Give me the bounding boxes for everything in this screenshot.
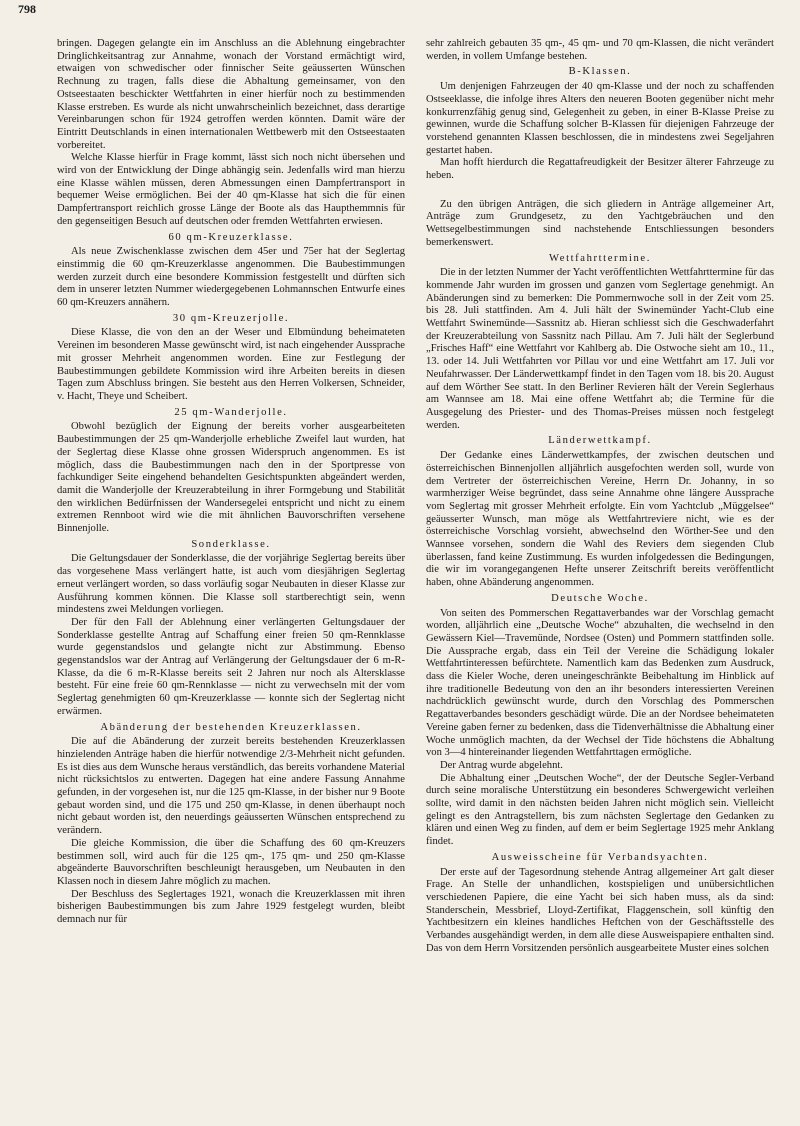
right-column — [426, 38, 774, 956]
paragraph: Die Geltungsdauer der Sonderklasse, die der vorjährige Seglertag bereits über das vorgesehene Mass verlängert hatte, ist auch vom diesjährigen Seglertag erneut verlängert worden, so dass vorläufig sogar Neubauten in dieser Klasse zur Ausführung kommen können. Die Klasse soll startberechtigt sein, wenn mindestens zwei Meldungen vorliegen. — [57, 553, 405, 616]
paragraph: Die gleiche Kommission, die über die Schaffung des 60 qm-Kreuzers bestimmen soll, wird auch für die 125 qm-, 175 qm- und 250 qm-Klasse abgeänderte Bauvorschriften beschleunigt herausgeben, um Neubauten in den Klassen noch in diesem Jahre möglich zu machen. — [57, 837, 405, 887]
section-heading: Deutsche Woche. — [551, 592, 649, 604]
paragraph: bringen. Dagegen gelangte ein im Anschluss an die Ablehnung eingebrachter Dringlichkeitsantrag zur Annahme, wonach der Vorstand ermächtigt wird, etwaigen von schwedischer oder finnischer Seite geäusserten Wünschen Rechnung zu tragen, falls diese die Abhaltung gemeinsamer, von den Ostseestaaten beschickter Wettfahrten in einer hierfür noch zu bestimmenden Klasse erstreben. Es wurde als nicht unwahrscheinlich bezeichnet, dass derartige Vereinbarungen schon für 1924 getroffen werden könnten. Damit wäre der Eintritt Deutschlands in einen internationalen Wettbewerb mit den Ostseestaaten vorbereitet. — [57, 38, 405, 151]
section-heading: Länderwettkampf. — [548, 435, 652, 447]
paragraph: Zu den übrigen Anträgen, die sich gliedern in Anträge allgemeiner Art, Anträge zum Grundgesetz, zu den Yachtgebräuchen und den Wettsegelbestimmungen sind nachstehende Entschliessungen besonders bemerkenswert. — [426, 198, 774, 248]
paragraph: sehr zahlreich gebauten 35 qm-, 45 qm- und 70 qm-Klassen, die nicht verändert werden, in vollem Umfange bestehen. — [426, 38, 774, 62]
paragraph: Von seiten des Pommerschen Regattaverbandes war der Vorschlag gemacht worden, alljährlich eine „Deutsche Woche“ abzuhalten, die wechselnd in den Gewässern Kiel—Travemünde, Nordsee (Osten) und Pommern stattfinden solle. Die Aussprache ergab, dass ein Teil der Vereine die Schädigung lokaler Wettfahrtinteressen befürchtete. Namentlich kam das Bedenken zum Ausdruck, dass die Kieler Woche, deren uneingeschränkte Beibehaltung im Hinblick auf ihre traditionelle Bedeutung von den an ihr besonders interessierten Vereinen nachdrücklich gewünscht wurde, durch den Vorschlag des Pommerschen Regattaverbandes besonders geschädigt würde. Die an der Nordsee beheimateten Vereine gaben ferner zu bedenken, dass die Tidenverhältnisse die Abhaltung einer Woche unmöglich machten, da der Wechsel der Tide höchstens die Abhaltung von 3—4 hintereinander liegenden Wettfahrttagen ermögliche. — [426, 607, 774, 759]
page-number: 798 — [18, 2, 36, 16]
section-heading: Sonderklasse. — [191, 538, 271, 550]
paragraph: Der Antrag wurde abgelehnt. — [440, 759, 563, 771]
paragraph: Welche Klasse hierfür in Frage kommt, lässt sich noch nicht übersehen und wird von der Entwicklung der Dinge abhängig sein. Jedenfalls wird man hierzu eine Klasse wählen müssen, deren Abmessungen einen Dampfertransport in bequemer Weise ermöglichen. Bei der 40 qm-Klasse hat sich die für einen Dampfertransport reichlich grosse Länge der Boote als das Haupthemmnis für den gegenseitigen Besuch auf deutschen oder fremden Wettfahrten erwiesen. — [57, 152, 405, 227]
section-heading: 30 qm-Kreuzerjolle. — [172, 312, 290, 324]
section-heading: 25 qm-Wanderjolle. — [174, 406, 288, 418]
paragraph: Man hofft hierdurch die Regattafreudigkeit der Besitzer älterer Fahrzeuge zu heben. — [426, 157, 774, 182]
section-heading: Wettfahrttermine. — [549, 252, 651, 264]
paragraph: Der für den Fall der Ablehnung einer verlängerten Geltungsdauer der Sonderklasse gestellte Antrag auf Schaffung einer freien 50 qm-Rennklasse wurde gegenstandslos und gelangte nicht zur Abstimmung. Ebenso gegenstandslos war der Antrag auf Verlängerung der Geltungsdauer der 6 m-R-Klasse, da die 6 m-R-Klasse bereits seit 2 Jahren nur noch als Altersklasse besteht. Für eine freie 60 qm-Rennklasse — nicht zu verwechseln mit der vom Seglertag genehmigten 60 qm-Kreuzerklasse — konnte sich der Seglertag nicht erwärmen. — [57, 616, 405, 717]
paragraph: Diese Klasse, die von den an der Weser und Elbmündung beheimateten Vereinen im besonderen Masse gewünscht wird, ist nach eingehender Aussprache mit grosser Mehrheit angenommen worden. Eine zur Festlegung der Baubestimmungen gebildete Kommission wird ihre Arbeiten bereits in diesen Tagen zum Abschluss bringen. Sie besteht aus den Herren Volkersen, Schneider, v. Hacht, Theye und Scheibert. — [57, 327, 405, 402]
section-heading: Abänderung der bestehenden Kreuzerklassen. — [100, 721, 362, 733]
paragraph: Die in der letzten Nummer der Yacht veröffentlichten Wettfahrttermine für das kommende Jahr wurden im grossen und ganzen vom Seglertage genehmigt. An Abänderungen sind zu bemerken: Die Pommernwoche soll in der Zeit vom 25. bis 28. Juli stattfinden. Am 4. Juli hält der Swinemünder Yacht-Club eine Wettfahrt Swinemünde—Sassnitz ab. Hieran schliesst sich die Geschwaderfahrt der Kreuzerabteilung von Sassnitz nach Pillau. Am 7. Juli hält der Seglerbund „Frisches Haff“ eine Wettfahrt vor Kahlberg ab. Die Ostwoche sieht am 10., 11., 13. oder 14. Juli Wettfahrten vor Pillau vor und eine Wettfahrt am 17. Juli vor Neufahrwasser. Der Länderwettkampf findet in den Tagen vom 18. bis 20. August auf dem Wörther See statt. In den Berliner Revieren hält der Verein Seglerhaus am Wannsee am 18. Mai eine offene Wettfahrt ab; die Termine für die Ausgegelung des Priester- und des Thomas-Preises müssen noch festgelegt werden. — [426, 267, 774, 431]
section-heading: B-Klassen. — [568, 66, 632, 78]
paragraph: Die auf die Abänderung der zurzeit bereits bestehenden Kreuzerklassen hinzielenden Anträge haben die hierfür notwendige 2/3-Mehrheit nicht gefunden. Es ist dies aus dem Wunsche heraus verständlich, das bereits vorhandene Material nicht rücksichtslos zu entwerten. Dagegen hat eine andere Fassung Annahme gefunden, in der vorgesehen ist, nur die 125 qm-Klasse, in der bisher nur 9 Boote gebaut worden sind, und die 175 und 250 qm-Klasse, in denen überhaupt noch nicht gebaut worden ist, den neuerdings geäusserten Wünschen entsprechend zu verändern. — [57, 736, 405, 837]
left-column — [57, 38, 405, 927]
section-heading: Ausweisscheine für Verbandsyachten. — [491, 851, 709, 863]
section-heading: 60 qm-Kreuzerklasse. — [168, 231, 294, 243]
paragraph: Obwohl bezüglich der Eignung der bereits vorher ausgearbeiteten Baubestimmungen der 25 qm-Wanderjolle erhebliche Zweifel laut wurden, hat der Seglertag diese Klasse ohne grossen Widerspruch angenommen. Es ist möglich, dass die Baubestimmungen nach den in der Sportpresse von fachkundiger Seite eingehend behandelten Gesichtspunkten abgeändert werden, damit die Wanderjolle der Kreuzerabteilung in ihrer Formgebung und Stabilität den wirklichen Bedürfnissen der Wandersegelei entspricht und nicht zu einem extremen Rennboot wird wie die mit ähnlichen Bauvorschriften versehene Binnenjolle. — [57, 421, 405, 535]
paragraph: Der Beschluss des Seglertages 1921, wonach die Kreuzerklassen mit ihren bisherigen Baubestimmungen bis zum Jahre 1929 festgelegt wurden, bleibt demnach nur für — [57, 888, 405, 926]
paragraph: Der Gedanke eines Länderwettkampfes, der zwischen deutschen und österreichischen Binnenjollen alljährlich ausgefochten werden soll, wurde von dem Vertreter der österreichischen Vereine, Herrn Dr. Johanny, in so warmherziger Weise begründet, dass seine Annahme ohne längere Aussprache vom Seglertag mit grosser Mehrheit erfolgte. Ein vom Yachtclub „Müggelsee“ geäusserter Wunsch, man möge als Wettfahrtreviere nicht, wie es der österreichische Vorschlag vorsieht, abwechselnd den Wörther-See und den Wannsee vorsehen, sondern die Wahl des Reviers dem siegenden Club überlassen, fand keine Zustimmung. Es wurden infolgedessen die Bedingungen, die wir im vorangegangenen Hefte unserer Zeitschrift bereits veröffentlicht haben, ohne Abänderung angenommen. — [426, 450, 774, 589]
paragraph: Der erste auf der Tagesordnung stehende Antrag allgemeiner Art galt dieser Frage. An Stelle der unhandlichen, kostspieligen und unübersichtlichen verschiedenen Papiere, die eine Yacht bei sich haben muss, als da sind: Standerschein, Messbrief, Lloyd-Zertifikat, Flaggenschein, soll künftig den Yachtbesitzern ein kleines handliches Heftchen von der Geschäftsstelle des Verbandes ausgehändigt werden, in dem alle diese Ausweispapiere enthalten sind. Das von dem Herrn Vorsitzenden persönlich ausgearbeitete Muster eines solchen — [426, 866, 774, 954]
paragraph: Als neue Zwischenklasse zwischen dem 45er und 75er hat der Seglertag einstimmig die 60 qm-Kreuzerklasse angenommen. Die Baubestimmungen werden zurzeit durch eine besondere Kommission festgestellt und dürften sich dem in unserer letzten Nummer wiedergegebenen Lohmannschen Entwurfe eines 60 qm-Kreuzers annähern. — [57, 246, 405, 309]
paragraph: Die Abhaltung einer „Deutschen Woche“, der der Deutsche Segler-Verband durch seine moralische Unterstützung ein besonderes Schwergewicht verleihen sollte, wird damit in den nächsten beiden Jahren nicht möglich sein. Vielleicht gelingt es den Antragstellern, bis zum nächsten Seglertage den Gedanken zu klären und einen Weg zu finden, auf dem er beim Seglertage 1925 mehr Anklang findet. — [426, 772, 774, 848]
section-gap — [426, 183, 774, 199]
paragraph: Um denjenigen Fahrzeugen der 40 qm-Klasse und der noch zu schaffenden Ostseeklasse, die infolge ihres Alters den neueren Booten gegenüber nicht mehr konkurrenzfähig genug sind, Gelegenheit zu geben, in einer B-Klasse Preise zu gewinnen, wurde die Schaffung solcher B-Klassen für diejenigen Fahrzeuge der vorstehend genannten Klassen beschlossen, die in mindestens zwei Segeljahren gestartet haben. — [426, 81, 774, 156]
